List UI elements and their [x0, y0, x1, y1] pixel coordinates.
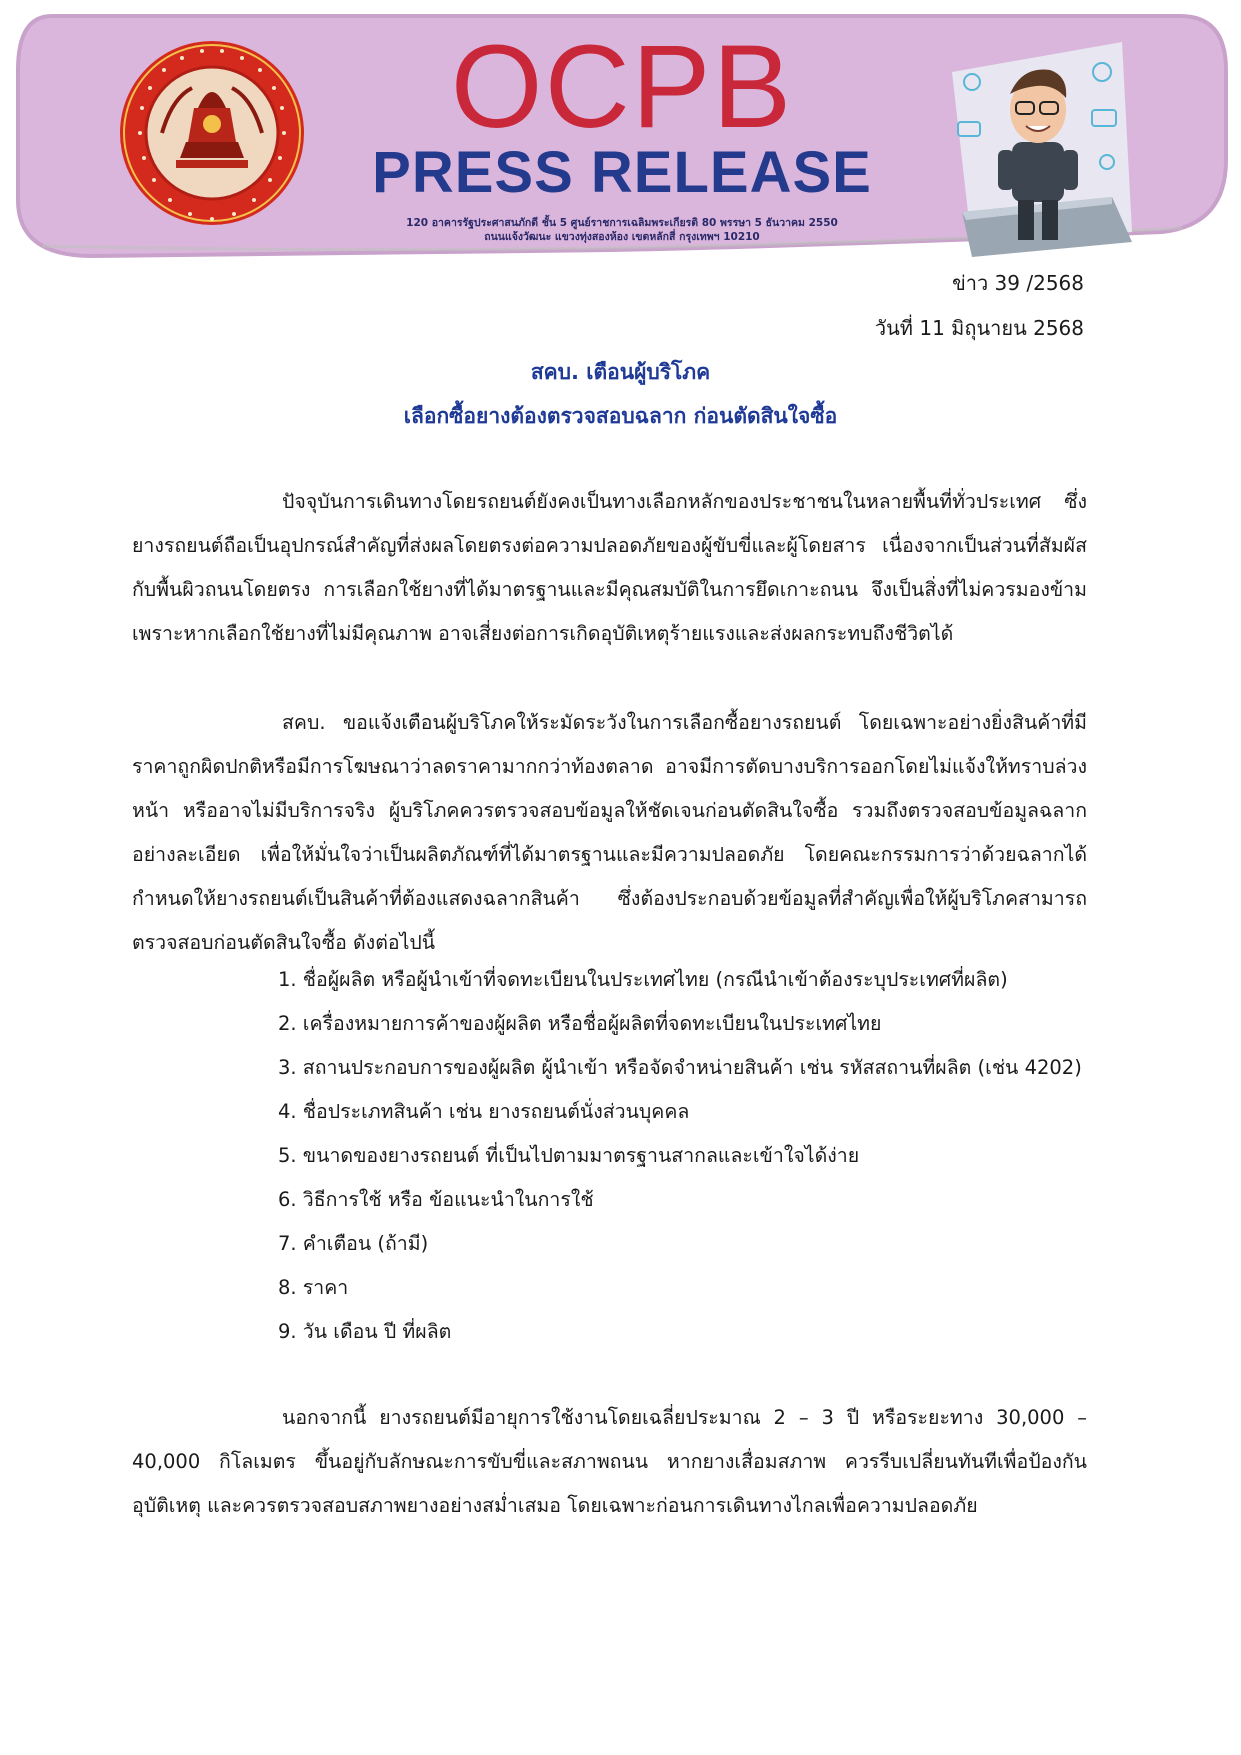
paragraph-warning: สคบ. ขอแจ้งเตือนผู้บริโภคให้ระมัดระวังในการเลือกซื้อยางรถยนต์ โดยเฉพาะอย่างยิ่งสินค้าที่มีราคาถูกผิดปกติหรือมีการโฆษณาว่าลดราคามากกว่าท้องตลาด อาจมีการตัดบางบริการออกโดยไม่แจ้งให้ทราบล่วงหน้า หรืออาจไม่มีบริการจริง ผู้บริโภคควรตรวจสอบข้อมูลให้ชัดเจนก่อนตัดสินใจซื้อ รวมถึงตรวจสอบข้อมูลฉลากอย่างละเอียด เพื่อให้มั่นใจว่าเป็นผลิตภัณฑ์ที่ได้มาตรฐานและมีความปลอดภัย โดยคณะกรรมการว่าด้วยฉลากได้กำหนดให้ยางรถยนต์เป็นสินค้าที่ต้องแสดงฉลากสินค้า ซึ่งต้องประกอบด้วยข้อมูลที่สำคัญเพื่อให้ผู้บริโภคสามารถตรวจสอบก่อนตัดสินใจซื้อ ดังต่อไปนี้: [132, 711, 1087, 954]
headline-line-2: เลือกซื้อยางต้องตรวจสอบฉลาก ก่อนตัดสินใจซื้อ: [403, 404, 838, 428]
ocpb-seal-logo: [102, 38, 322, 258]
list-item: 8. ราคา: [278, 1276, 349, 1299]
label-requirements-list: [278, 958, 1088, 1354]
list-item: 3. สถานประกอบการของผู้ผลิต ผู้นำเข้า หรือจัดจำหน่ายสินค้า เช่น รหัสสถานที่ผลิต (เช่น 4202): [278, 1056, 1082, 1079]
mascot-illustration: [932, 32, 1142, 262]
press-release-banner: [12, 10, 1232, 258]
list-item: 4. ชื่อประเภทสินค้า เช่น ยางรถยนต์นั่งส่วนบุคคล: [278, 1100, 690, 1123]
paragraph-intro: ปัจจุบันการเดินทางโดยรถยนต์ยังคงเป็นทางเลือกหลักของประชาชนในหลายพื้นที่ทั่วประเทศ ซึ่งยางรถยนต์ถือเป็นอุปกรณ์สำคัญที่ส่งผลโดยตรงต่อความปลอดภัยของผู้ขับขี่และผู้โดยสาร เนื่องจากเป็นส่วนที่สัมผัสกับพื้นผิวถนนโดยตรง การเลือกใช้ยางที่ได้มาตรฐานและมีคุณสมบัติในการยึดเกาะถนน จึงเป็นสิ่งที่ไม่ควรมองข้าม เพราะหากเลือกใช้ยางที่ไม่มีคุณภาพ อาจเสี่ยงต่อการเกิดอุบัติเหตุร้ายแรงและส่งผลกระทบถึงชีวิตได้: [132, 490, 1087, 645]
paragraph-tire-lifespan: นอกจากนี้ ยางรถยนต์มีอายุการใช้งานโดยเฉลี่ยประมาณ 2 – 3 ปี หรือระยะทาง 30,000 – 40,000 กิโลเมตร ขึ้นอยู่กับลักษณะการขับขี่และสภาพถนน หากยางเสื่อมสภาพ ควรรีบเปลี่ยนทันทีเพื่อป้องกันอุบัติเหตุ และควรตรวจสอบสภาพยางอย่างสม่ำเสมอ โดยเฉพาะก่อนการเดินทางไกลเพื่อความปลอดภัย: [132, 1406, 1087, 1517]
news-reference: ข่าว 39 /2568: [952, 271, 1084, 295]
list-item: 6. วิธีการใช้ หรือ ข้อแนะนำในการใช้: [278, 1188, 594, 1211]
list-item: 2. เครื่องหมายการค้าของผู้ผลิต หรือชื่อผู้ผลิตที่จดทะเบียนในประเทศไทย: [278, 1012, 882, 1035]
list-item: 7. คำเตือน (ถ้ามี): [278, 1232, 429, 1255]
address-line-2: ถนนแจ้งวัฒนะ แขวงทุ่งสองห้อง เขตหลักสี่ กรุงเทพฯ 10210: [484, 231, 760, 243]
list-item: 5. ขนาดของยางรถยนต์ ที่เป็นไปตามมาตรฐานสากลและเข้าใจได้ง่าย: [278, 1144, 860, 1167]
brand-title: OCPB: [450, 21, 794, 153]
press-release-title: PRESS RELEASE: [372, 140, 872, 205]
office-address: [312, 216, 932, 244]
list-item: 1. ชื่อผู้ผลิต หรือผู้นำเข้าที่จดทะเบียนในประเทศไทย (กรณีนำเข้าต้องระบุประเทศที่ผลิต): [278, 968, 1008, 991]
headline-line-1: สคบ. เตือนผู้บริโภค: [530, 360, 711, 384]
list-item: 9. วัน เดือน ปี ที่ผลิต: [278, 1320, 452, 1343]
address-line-1: 120 อาคารรัฐประศาสนภักดี ชั้น 5 ศูนย์ราชการเฉลิมพระเกียรติ 80 พรรษา 5 ธันวาคม 2550: [406, 217, 838, 229]
release-date: วันที่ 11 มิถุนายน 2568: [874, 316, 1084, 340]
